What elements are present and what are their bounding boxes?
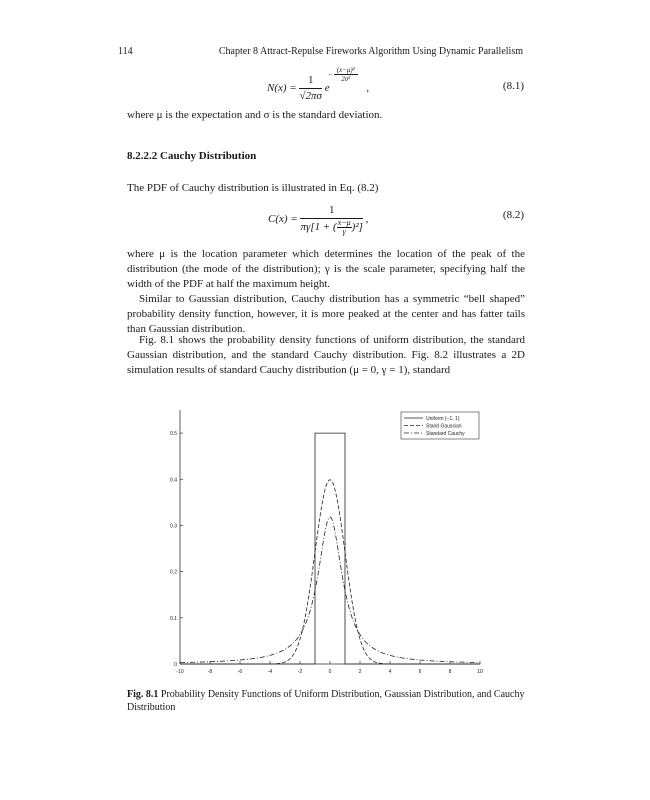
eq-8-2-comma: ,: [365, 213, 369, 226]
eq-8-2-inner-num: x−μ: [337, 218, 351, 227]
x-tick-label: -10: [176, 669, 184, 675]
eq-8-1-lhs: N(x) =: [267, 82, 297, 95]
series-cauchy-line: [180, 517, 480, 663]
eq-8-2-den-pre: πγ[1 + (: [300, 221, 337, 234]
x-tick-label: 2: [358, 669, 362, 675]
eq-8-1-fraction: [299, 73, 321, 104]
chart-axes: [170, 410, 483, 675]
x-tick-label: 0: [328, 669, 332, 675]
eq-8-1-exponent: [327, 66, 358, 84]
y-tick-label: 0.3: [170, 523, 177, 530]
series-uniform-line: [180, 433, 480, 664]
minus-sign: −: [327, 71, 333, 80]
eq-8-1-number: (8.1): [502, 80, 524, 92]
x-tick-label: -4: [267, 669, 273, 675]
eq-8-2-lhs: C(x) =: [268, 213, 298, 226]
text-after-eq-8-1: where μ is the expectation and σ is the standard deviation.: [127, 109, 383, 121]
equation-8-2: [268, 203, 368, 236]
x-tick-label: -2: [297, 669, 303, 675]
y-tick-label: 0.2: [170, 569, 177, 576]
running-header: Chapter 8 Attract-Repulse Fireworks Algorithm Using Dynamic Parallelism: [218, 46, 523, 57]
caption-text: Probability Density Functions of Uniform Distribution, Gaussian Distribution, and Cauchy Distribution: [127, 689, 525, 713]
eq-8-1-numerator: 1: [299, 73, 321, 89]
paragraph-3: Fig. 8.1 shows the probability density functions of uniform distribution, the standard Gaussian distribution, and the standard Cauchy distribution. Fig. 8.2 illustrates a 2D simulation results of standard Cauchy distribution (μ = 0, γ = 1), standard: [127, 334, 525, 376]
eq-8-2-inner-den: γ: [342, 227, 346, 236]
x-tick-label: 10: [477, 669, 483, 675]
legend-label-gaussian: Stand Gaussian: [426, 423, 462, 430]
text-before-eq-8-2: The PDF of Cauchy distribution is illustrated in Eq. (8.2): [127, 182, 379, 194]
series-gaussian-line: [180, 480, 480, 664]
eq-8-1-base: e: [324, 82, 330, 95]
figure-caption: [127, 688, 525, 714]
equation-8-1: [267, 66, 370, 104]
x-tick-label: -6: [237, 669, 243, 675]
eq-8-2-numerator: 1: [300, 203, 362, 219]
eq-8-1-exponent-den: 2σ²: [341, 75, 351, 84]
x-tick-label: 4: [388, 669, 392, 675]
legend-label-cauchy: Standard Cauchy: [426, 431, 465, 437]
eq-8-1-denominator: √2πσ: [299, 90, 322, 102]
eq-8-2-fraction: [300, 203, 362, 236]
y-tick-label: 0.5: [170, 431, 177, 438]
eq-8-2-inner-fraction: [337, 219, 352, 236]
x-tick-label: 6: [418, 669, 422, 675]
chart-legend: [401, 412, 479, 439]
x-tick-label: -8: [207, 669, 213, 675]
paragraph-2: Similar to Gaussian distribution, Cauchy distribution has a symmetric “bell shaped” probability density function, however, it is more peaked at the center and has fatter tails than Gaussian distribution.: [127, 293, 525, 335]
pdf-chart: [150, 405, 500, 680]
caption-label: Fig. 8.1: [127, 689, 159, 700]
legend-label-uniform: Uniform (−1, 1): [426, 416, 460, 422]
eq-8-1-comma: ,: [366, 82, 370, 95]
paragraph-1: where μ is the location parameter which determines the location of the peak of the distribution (the mode of the distribution); γ is the scale parameter, specifying half the width of the PDF at half the maximum height.: [127, 248, 525, 290]
eq-8-2-den-post: )²]: [351, 221, 363, 234]
x-tick-label: 8: [448, 669, 452, 675]
eq-8-1-exp: [324, 66, 355, 95]
section-heading: 8.2.2.2 Cauchy Distribution: [127, 150, 257, 162]
page-number: 114: [118, 46, 133, 57]
eq-8-1-exponent-num: (x−μ)²: [334, 66, 358, 75]
y-tick-label: 0.1: [170, 615, 177, 622]
y-tick-label: 0.4: [170, 477, 177, 484]
eq-8-2-denominator: [300, 219, 362, 236]
eq-8-2-number: (8.2): [502, 209, 524, 221]
y-tick-label: 0: [174, 662, 177, 668]
chart-curves: [180, 433, 480, 664]
